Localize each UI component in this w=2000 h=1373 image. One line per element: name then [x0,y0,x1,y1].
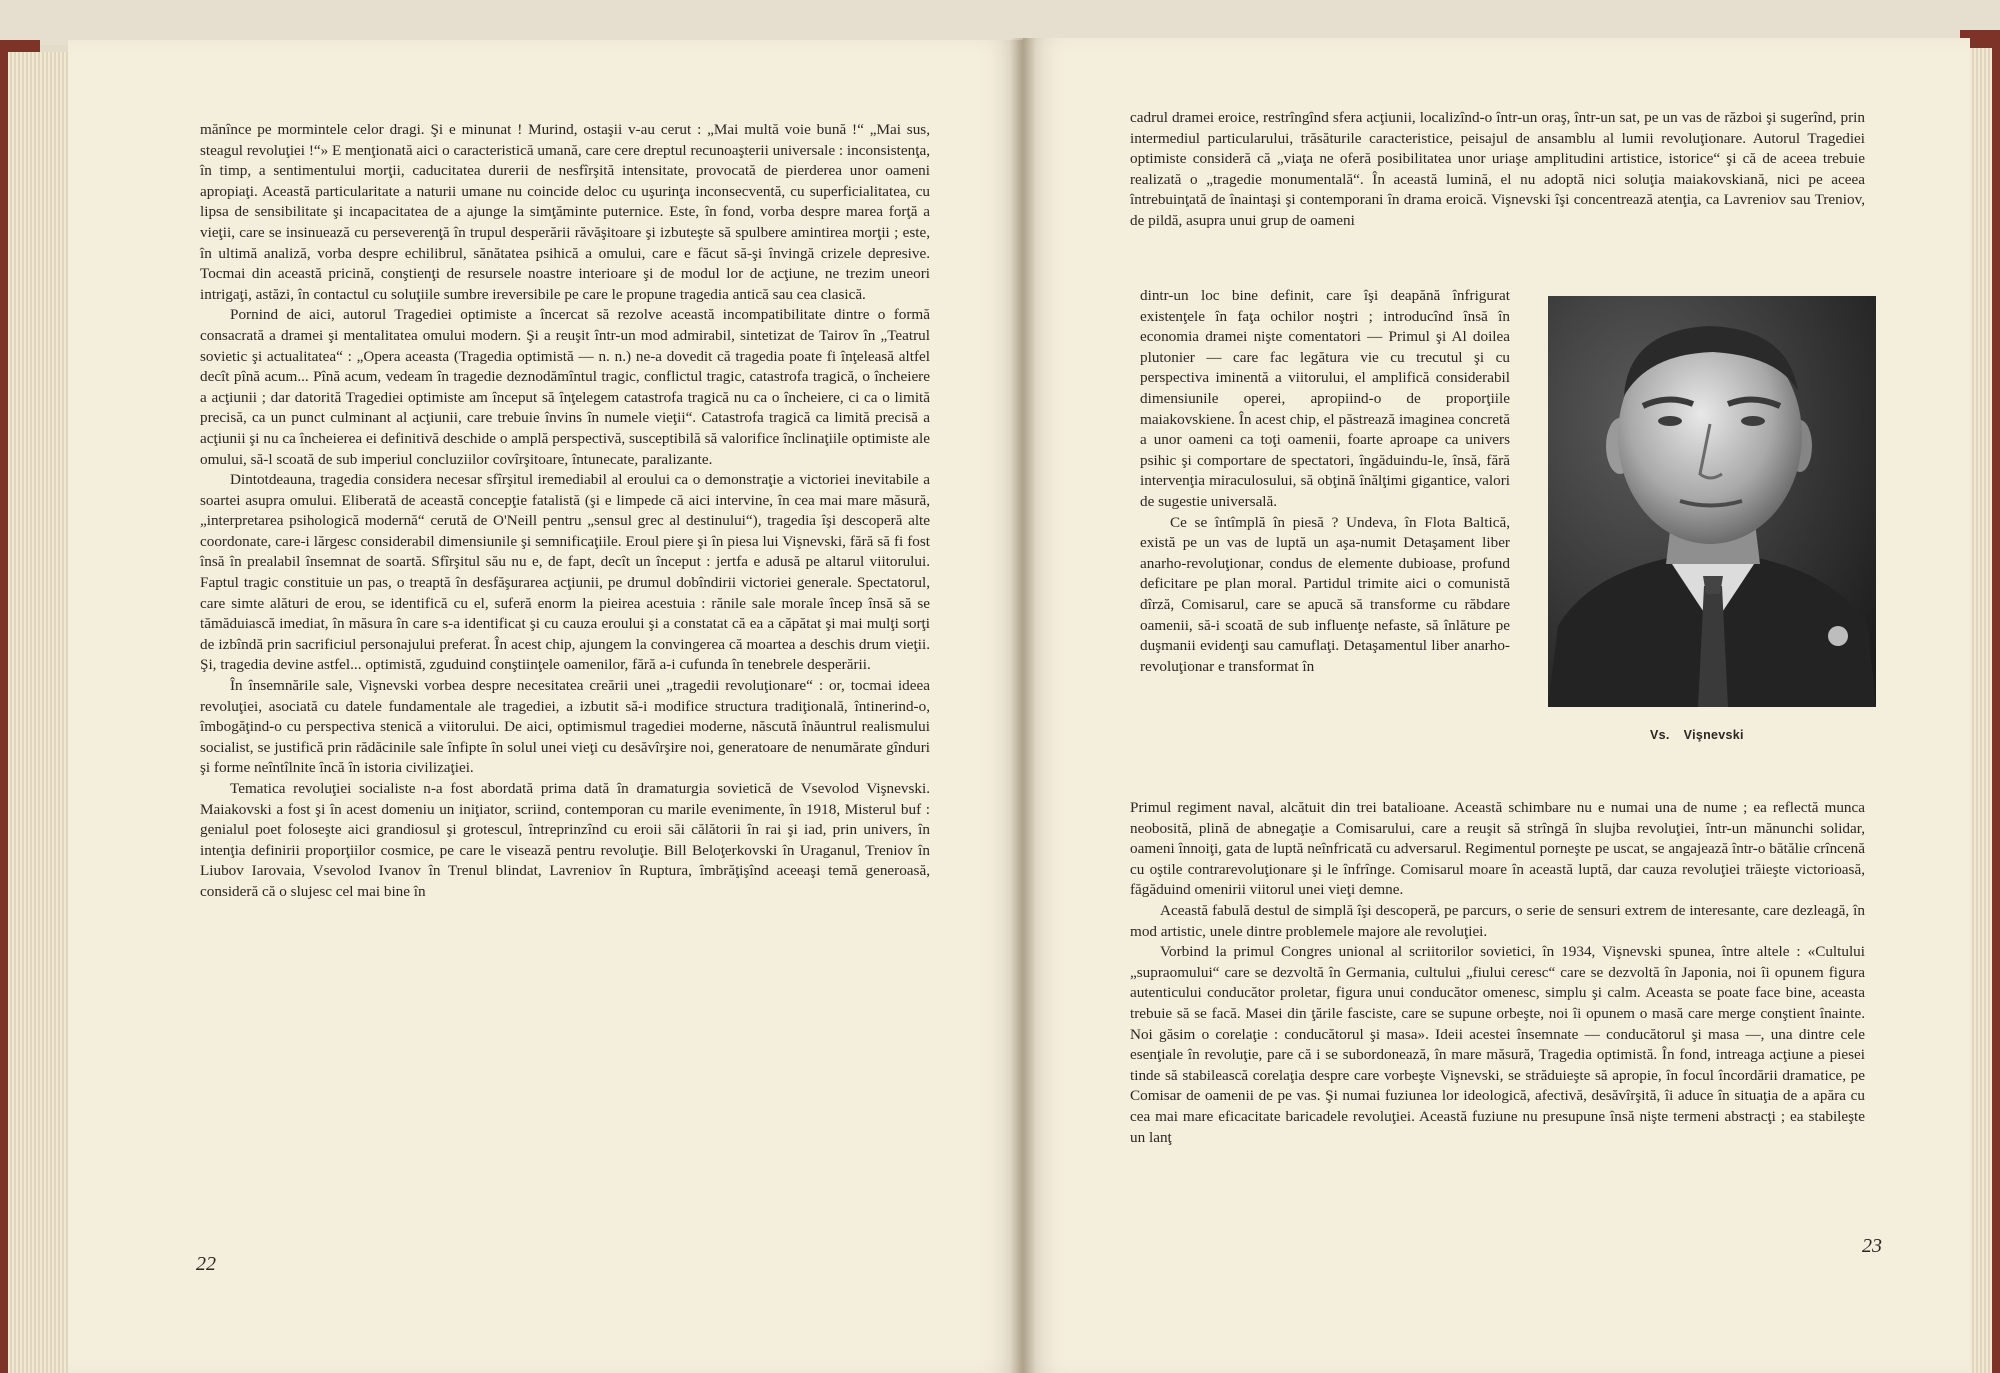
right-page-narrow-text [1140,286,1510,677]
portrait-photo [1548,296,1876,707]
paragraph: Ce se întîmplă în piesă ? Undeva, în Flota Baltică, există pe un vas de luptă un aşa-numit Detaşament liber anarho-revoluţionar, condus de elemente dubioase, profund deficitare pe plan moral. Partidul trimite aici o comunistă dîrză, Comisarul, care se apucă să transforme cu răbdare oamenii, să-i scoată de sub influenţe nefaste, să înlăture pe duşmanii evidenţi sau camuflaţi. Detaşamentul liber anarho-revoluţionar e transformat în [1140,513,1510,675]
caption-initial: Vs. [1650,728,1670,742]
page-number-left: 22 [196,1253,216,1275]
paragraph: Pornind de aici, autorul Tragediei optimiste a încercat să rezolve această incompatibilitate dintre o formă consacrată a dramei şi mentalitatea omului modern. Şi a reuşit într-un mod admirabil, sintetizat de Tairov în „Teatrul sovietic şi actualitatea“ : „Opera aceasta (Tragedia optimistă — n. n.) ne-a dovedit că tragedia poate fi înţeleasă altfel decît pînă acum... Pînă acum, vedeam în tragedie deznodămîntul tragic, conflictul tragic, catastrofa tragică, o încheiere a acţiunii ; dar datorită Tragediei optimiste am început să înţelegem catastrofa tragică nu ca o încheiere, ci ca o limită precisă, ca un punct culminant al acţiunii, care trebuie învins în numele vieţii“. Catastrofa tragică ca limită precisă a acţiunii şi nu ca încheierea ei definitivă deschide o amplă perspectivă, susceptibilă să valorifice înclinaţiile optimiste ale omului, să-l scoată de sub imperiul concluziilor covîrşitoare, întunecate, paralizante. [200,306,930,468]
right-page-bottom-text [1130,798,1865,1148]
page-stack-left [8,52,70,1373]
paragraph: mănînce pe mormintele celor dragi. Şi e minunat ! Murind, ostaşii v-au cerut : „Mai multă voie bună !“ „Mai sus, steagul revoluţiei !“» E menţionată aici o caracteristică umană, care cere dreptul recunoaşterii universale : inconsistenţa, în timp, a sentimentului morţii, caducitatea durerii de nesfîrşită intensitate, provocată de pierderea unor oameni apropiaţi. Această particularitate a naturii umane nu coincide deloc cu uşurinţa inconsecventă, cu superficialitatea, cu lipsa de sensibilitate şi incapacitatea de a ajunge la simţăminte puternice. Este, în fond, vorba despre marea forţă a vieţii, care se insinuează cu perseverenţă în trupul desperării răvăşitoare şi izbuteşte să spulbere amintirea morţii ; este, în ultimă analiză, vorba despre echilibrul, sănătatea psihică a omului, care e făcut să-şi învingă crizele depresive. Tocmai din această pricină, conştienţi de resursele noastre interioare şi de modul lor de acţiune, ne trezim uneori intrigaţi, astăzi, în contactul cu soluţiile sumbre ireversibile pe care le propune tragedia antică sau cea clasică. [200,121,930,303]
page-number-right: 23 [1862,1235,1882,1257]
paragraph: Această fabulă destul de simplă îşi descoperă, pe parcurs, o serie de sensuri extrem de interesante, care dezleagă, în mod artistic, unele dintre problemele majore ale revoluţiei. [1130,901,1865,940]
paragraph: Tematica revoluţiei socialiste n-a fost abordată prima dată în dramaturgia sovietică de Vsevolod Vişnevski. Maiakovski a fost şi în acest domeniu un iniţiator, scriind, contemporan cu marile evenimente, în 1918, Misterul buf : genialul poet foloseşte aici grandiosul şi grotescul, întreprinzînd cu eroii săi călătorii în rai şi iad, prin univers, în intenţia definirii proporţiilor cosmice, pe care le visează pentru revoluţie. Bill Beloţerkovski în Uraganul, Treniov în Liubov Iarovaia, Vsevolod Ivanov în Trenul blindat, Lavreniov în Ruptura, îmbrăţişînd aceeaşi temă generoasă, consideră că o slujesc cel mai bine în [200,780,930,900]
paragraph: Vorbind la primul Congres unional al scriitorilor sovietici, în 1934, Vişnevski spunea, între altele : «Cultului „supraomului“ care se dezvoltă în Germania, cultului „fiului ceresc“ care se dezvoltă în Japonia, noi îi opunem figura autenticului conducător proletar, figura unui conducător omenesc, simplu şi calm. Aceasta se poate face bine, aceasta trebuie să se facă. Masei din ţările fasciste, care se supune orbeşte, noi îi opunem o masă care merge conştient înainte. Noi găsim o corelaţie : conducătorul şi masa». Ideii acestei însemnate — conducătorul şi masa —, una dintre cele esenţiale în revoluţie, pare că i se subordonează, în mare măsură, Tragedia optimistă. În fond, intreaga acţiune a piesei tinde să stabilească corelaţia despre care vorbeşte Vişnevski, se străduieşte să apropie, în focul încordării dramatice, pe Comisar de oamenii de pe vas. Şi numai fuziunea lor ideologică, afectivă, desăvîrşită, îi aduce în situaţia de a apăra cu cea mai mare eficacitate baricadele revoluţiei. Această fuziune nu presupune însă nişte termeni abstracţi ; ea stabileşte un lanţ [1130,943,1865,1146]
caption-name: Vişnevski [1683,728,1744,742]
paragraph: În însemnările sale, Vişnevski vorbea despre necesitatea creării unei „tragedii revoluţionare“ : or, tocmai ideea revoluţiei, asociată cu datele fundamentale ale tragediei, a izbutit să-i modifice structura tradiţională, întinerind-o, îmbogăţind-o cu perspectiva stenică a viitorului. De aici, optimismul tragediei moderne, născută înăuntrul realismului socialist, se justifică prin rădăcinile sale înfipte în solul unei vieţi cu desăvîrşire noi, generatoare de nenumărate gînduri şi forme neîntîlnite încă în istoria civilizaţiei. [200,677,930,777]
paragraph: Dintotdeauna, tragedia considera necesar sfîrşitul iremediabil al eroului ca o demonstraţie a victoriei inevitabile a soartei asupra omului. Eliberată de această concepţie fatalistă (şi e limpede că aici intervine, în cea mai mare măsură, „interpretarea psihologică modernă“ cerută de O'Neill pentru „sensul grec al destinului“), tragedia îşi descoperă alte coordonate, care-i lărgesc considerabil dimensiunile şi semnificaţiile. Eroul piere şi în piesa lui Vişnevski, fără să fi fost însă în prealabil însemnat de soartă. Sfîrşitul său nu e, de fapt, decît un început : jertfa e adusă pe altarul viitorului. Faptul tragic constituie un pas, o treaptă în desfăşurarea acţiunii, pe drumul dobîndirii victoriei generale. Spectatorul, care simte alături de erou, se identifică cu el, suferă enorm la pieirea acestuia : rănile sale morale încep însă să se tămăduiască imediat, în măsura în care s-a identificat şi cu cauza eroului şi a constatat că ea a căpătat şi mai mulţi sorţi de izbîndă prin sacrificiul personajului preferat. În acest chip, ajungem la convingerea că moartea a deschis drum vieţii. Şi, tragedia devine astfel... optimistă, zguduind conştiinţele oamenilor, fără a-i cufunda în tenebrele desperării. [200,471,930,674]
paragraph: dintr-un loc bine definit, care îşi deapănă înfrigurat existenţele în faţa ochilor noştri ; introducînd însă în economia dramei nişte comentatori — Primul şi Al doilea plutonier — care fac legătura vie cu trecutul şi cu perspectiva iminentă a viitorului, el amplifică considerabil dimensiunile operei, apropiind-o de proporţiile maiakovskiene. În acest chip, el păstrează imaginea concretă a unor oameni ca toţi oamenii, foarte aproape ca univers psihic şi comportare de spectatori, îngăduindu-le, însă, fără intervenţia miraculosului, să obţină înălţimi gigantice, valori de sugestie universală. [1140,287,1510,510]
book-gutter [1010,38,1036,1373]
left-page-text [200,120,930,903]
paragraph: cadrul dramei eroice, restrîngînd sfera acţiunii, localizînd-o într-un oraş, într-un sat, pe un vas de război şi sugerînd, prin intermediul particularului, trăsăturile caracteristice, peisajul de ansamblu al lumii revoluţionare. Autorul Tragediei optimiste consideră că „viaţa ne oferă posibilitatea unor uriaşe amplitudini artistice, istorice“ şi că de aceea trebuie realizată o „tragedie monumentală“. În această lumină, el nu adoptă nici soluţia maiakovskiană, nici pe aceea întrebuinţată de înaintaşi şi contemporani în drama eroică. Vişnevski îşi concentrează atenţia, ca Lavreniov sau Treniov, de pildă, asupra unui grup de oameni [1130,109,1865,229]
photo-caption [1650,728,1758,742]
paragraph: Primul regiment naval, alcătuit din trei batalioane. Această schimbare nu e numai una de nume ; ea reflectă munca neobosită, plină de abnegaţie a Comisarului, care a reuşit să strîngă în slujba revoluţiei, într-un mănunchi solidar, oameni înnoiţi, gata de luptă neînfricată cu adversarul. Regimentul porneşte pe uscat, se angajează într-o bătălie crîncenă cu oştile contrarevoluţionare şi le înfrînge. Comisarul moare în această luptă, dar cauza revoluţiei trăieşte victorioasă, făgăduind omenirii viitorul unei vieţi demne. [1130,799,1865,899]
right-page-top-text [1130,108,1865,232]
